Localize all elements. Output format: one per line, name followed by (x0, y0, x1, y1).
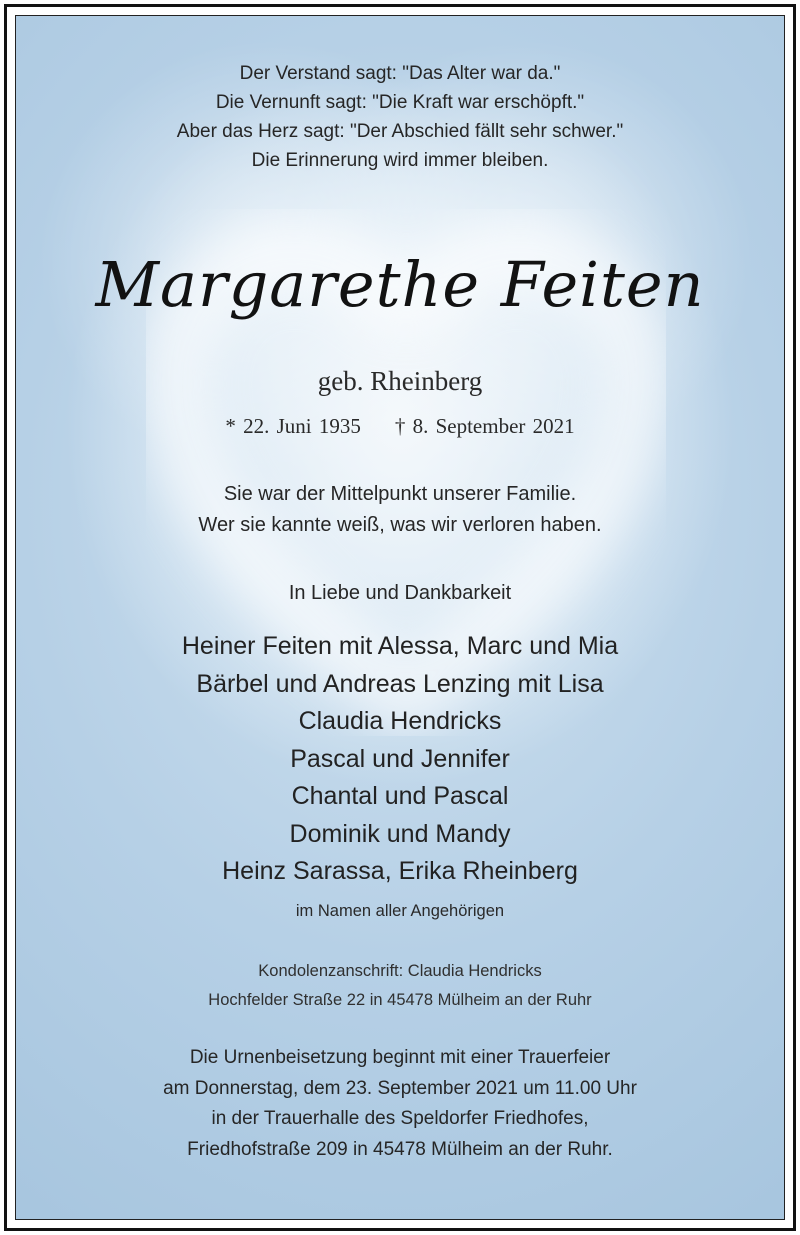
family-member: Heiner Feiten mit Alessa, Marc und Mia (181, 632, 619, 660)
quote-line-2: Die Vernunft sagt: "Die Kraft war erschöpft." (215, 92, 585, 113)
family-member: Pascal und Jennifer (290, 744, 510, 773)
family-member: Chantal und Pascal (291, 782, 509, 810)
family-member: Heinz Sarassa, Erika Rheinberg (222, 857, 578, 885)
notice-background (15, 15, 785, 1220)
family-member: Bärbel und Andreas Lenzing mit Lisa (196, 669, 604, 698)
birth-date: * 22. Juni 1935 (225, 414, 361, 438)
ceremony-line-3: in der Trauerhalle des Speldorfer Friedhofes, (211, 1108, 589, 1129)
family-member: Dominik und Mandy (289, 819, 511, 848)
quote-line-3: Aber das Herz sagt: "Der Abschied fällt sehr schwer." (176, 121, 624, 142)
birth-name: geb. Rheinberg (317, 366, 483, 396)
family-member: Claudia Hendricks (298, 707, 502, 735)
ceremony-line-4: Friedhofstraße 209 in 45478 Mülheim an der Ruhr. (187, 1138, 613, 1160)
tribute-line-1: Sie war der Mittelpunkt unserer Familie. (223, 483, 577, 505)
closing-phrase: In Liebe und Dankbarkeit (288, 582, 512, 604)
quote-line-4: Die Erinnerung wird immer bleiben. (251, 150, 549, 171)
notice-frame (4, 4, 796, 1231)
condolence-line-2: Hochfelder Straße 22 in 45478 Mülheim an der Ruhr (208, 991, 592, 1009)
quote-line-1: Der Verstand sagt: "Das Alter war da." (239, 63, 561, 84)
condolence-line-1: Kondolenzanschrift: Claudia Hendricks (258, 962, 542, 980)
on-behalf-line: im Namen aller Angehörigen (295, 902, 505, 920)
deceased-name: Margarethe Feiten (95, 248, 705, 321)
life-dates (16, 414, 784, 439)
tribute-line-2: Wer sie kannte weiß, was wir verloren haben. (198, 514, 602, 536)
ceremony-line-1: Die Urnenbeisetzung beginnt mit einer Trauerfeier (189, 1047, 611, 1068)
ceremony-line-2: am Donnerstag, dem 23. September 2021 um 11.00 Uhr (163, 1077, 637, 1099)
death-date: † 8. September 2021 (394, 414, 575, 438)
